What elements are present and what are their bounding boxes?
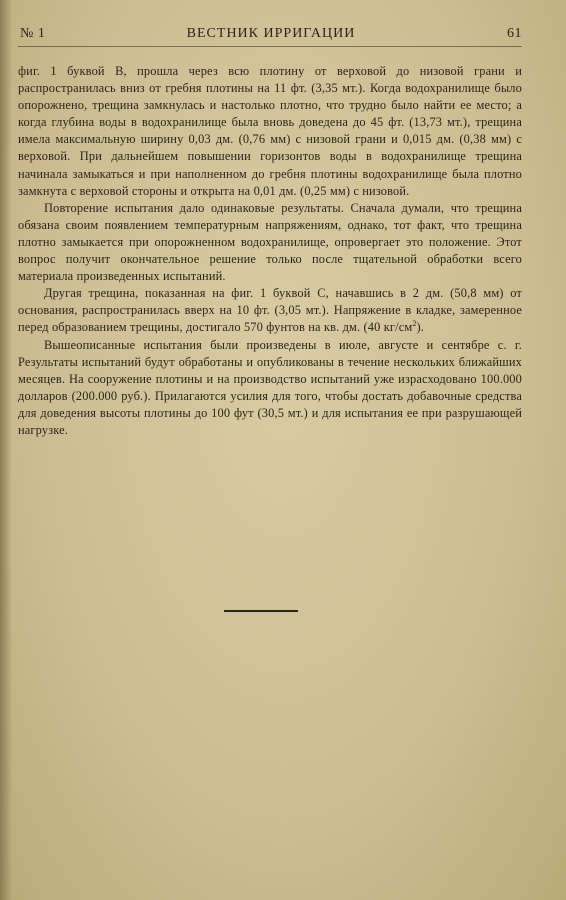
journal-title: ВЕСТНИК ИРРИГАЦИИ bbox=[186, 26, 356, 41]
paragraph-3 bbox=[18, 285, 522, 336]
paragraph-3-text: Другая трещина, показанная на фиг. 1 буквой С, начавшись в 2 дм. (50,8 мм) от основания, распространилась вверх на 10 фт. (3,05 мт.). Напряжение в кладке, замеренное перед образованием трещины, достигало 570 фунтов на кв. дм. (40 кг/см bbox=[18, 286, 522, 335]
header-rule bbox=[18, 46, 522, 47]
superscript-2: 2 bbox=[412, 319, 417, 329]
paragraph-2: Повторение испытания дало одинаковые результаты. Сначала думали, что трещина обязана своим появлением температурным напряжениям, однако, тот факт, что трещина плотно замыкается при опорожненном водохранилище, опровергает это положение. Этот вопрос получит окончательное решение только после тщательной обработки всего материала произведенных испытаний. bbox=[18, 200, 522, 284]
running-head bbox=[20, 26, 522, 44]
page-number: 61 bbox=[507, 26, 522, 41]
article-body bbox=[18, 63, 522, 439]
page-edge-shadow bbox=[0, 0, 12, 900]
paragraph-3-tail: ). bbox=[416, 320, 425, 335]
paragraph-4: Вышеописанные испытания были произведены в июле, августе и сентябре с. г. Результаты испытаний будут обработаны и опубликованы в течение нескольких ближайших месяцев. На сооружение плотины и на производство испытаний уже израсходовано 100.000 долларов (200.000 руб.). Прилагаются усилия для того, чтобы достать добавочные средства для доведения высоты плотины до 100 фут (30,5 мт.) и для испытания ее при разрушающей нагрузке. bbox=[18, 337, 522, 437]
section-end-rule bbox=[224, 610, 298, 612]
paragraph-1: фиг. 1 буквой В, прошла через всю плотину от верховой до низовой грани и распространилась вниз от гребня плотины на 11 фт. (3,35 мт.). Когда водохранилище было опорожнено, трещина замкнулась и настолько плотно, что трудно было найти ее место; а когда глубина воды в водохранилище была вновь доведена до 45 фт. (13,73 мт.), трещина имела максимальную ширину 0,03 дм. (0,76 мм) с низовой грани и 0,015 дм. (0,38 мм) с верховой. При дальнейшем повышении горизонтов воды в водохранилище трещина начинала замыкаться и при наполненном до гребня плотины водохранилище была плотно замкнута с верховой стороны и открыта на 0,01 дм. (0,25 мм) с низовой. bbox=[18, 64, 522, 198]
issue-number: № 1 bbox=[20, 26, 46, 41]
